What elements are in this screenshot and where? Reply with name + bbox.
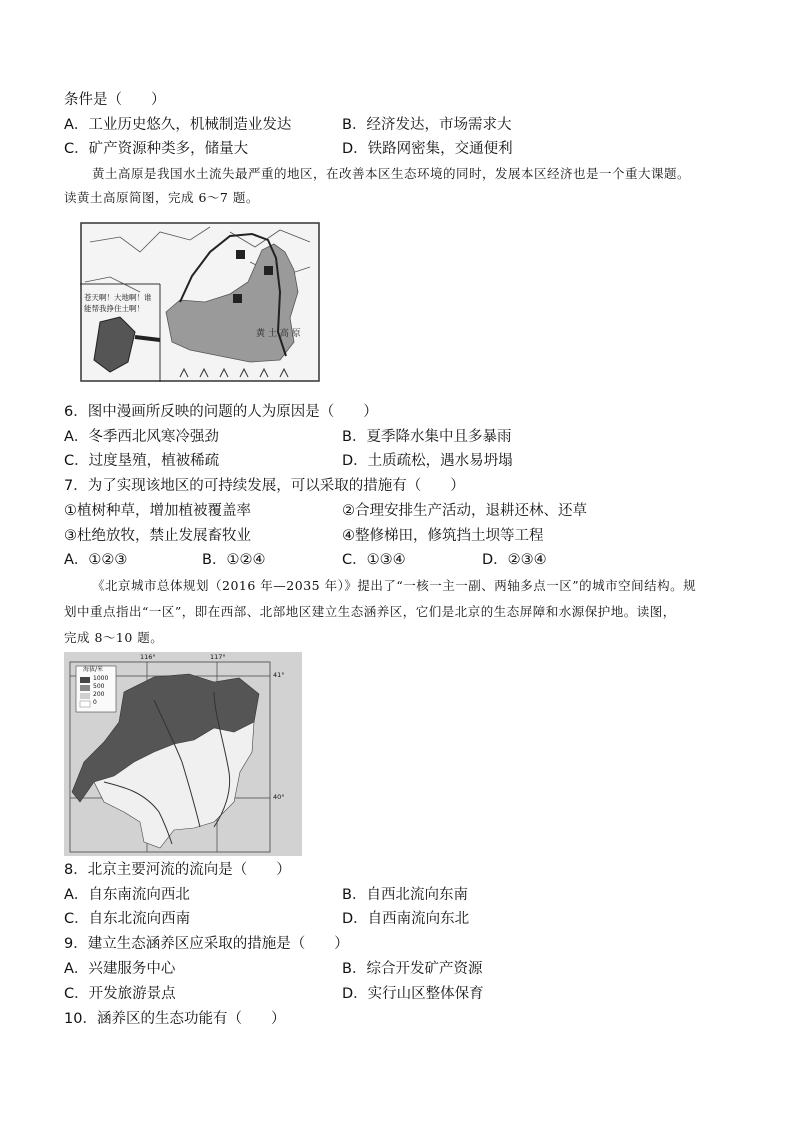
q5-option-c: C．矿产资源种类多，储量大: [64, 141, 249, 157]
intro1-line2: 读黄土高原简图，完成 6～7 题。: [64, 190, 259, 205]
q8-stem: 8．北京主要河流的流向是（ ）: [64, 862, 291, 878]
q7-option-c: C．①③④: [342, 552, 406, 568]
q7-stem: 7．为了实现该地区的可持续发展，可以采取的措施有（ ）: [64, 478, 465, 494]
q9-option-c: C．开发旅游景点: [64, 986, 176, 1002]
q7-item-1: ①植树种草，增加植被覆盖率: [64, 503, 251, 519]
legend-200: 200: [93, 691, 105, 698]
legend-title: 海拔/米: [83, 666, 104, 673]
loess-plateau-map: [80, 222, 320, 382]
q5-option-d: D．铁路网密集，交通便利: [342, 141, 513, 157]
q7-option-a: A．①②③: [64, 552, 128, 568]
beijing-terrain-map: [64, 652, 302, 856]
q6-option-d: D．土质疏松，遇水易坍塌: [342, 453, 513, 469]
q5-option-a: A．工业历史悠久，机械制造业发达: [64, 117, 292, 133]
q7-option-d: D．②③④: [482, 552, 547, 568]
latitude-40: 40°: [273, 793, 285, 801]
q6-option-c: C．过度垦殖，植被稀疏: [64, 453, 220, 469]
intro2-line1: 《北京城市总体规划（2016 年—2035 年）》提出了“一核一主一副、两轴多点一区”的城市空间结构。规: [92, 578, 697, 593]
q8-option-b: B．自西北流向东南: [342, 887, 468, 903]
q9-option-b: B．综合开发矿产资源: [342, 961, 483, 977]
q6-option-a: A．冬季西北风寒冷强劲: [64, 429, 219, 445]
cartoon-text-1: 苍天啊！大地啊！谁: [84, 293, 152, 302]
q8-option-d: D．自西南流向东北: [342, 911, 470, 927]
longitude-116: 116°: [140, 653, 156, 661]
q9-stem: 9．建立生态涵养区应采取的措施是（ ）: [64, 936, 349, 952]
q8-option-a: A．自东南流向西北: [64, 887, 190, 903]
cartoon-speech-bubble: [84, 292, 152, 314]
q7-option-b: B．①②④: [202, 552, 266, 568]
legend-500: 500: [93, 683, 105, 690]
q8-option-c: C．自东北流向西南: [64, 911, 191, 927]
legend-1000: 1000: [93, 675, 109, 682]
cartoon-text-2: 能帮我挣住土啊！: [84, 304, 144, 313]
latitude-41: 41°: [273, 671, 285, 679]
q10-stem: 10．涵养区的生态功能有（ ）: [64, 1011, 286, 1027]
legend-0: 0: [93, 699, 97, 706]
q6-stem: 6．图中漫画所反映的问题的人为原因是（ ）: [64, 404, 378, 420]
q9-option-a: A．兴建服务中心: [64, 961, 176, 977]
q5-stem-end: 条件是（ ）: [64, 92, 166, 108]
intro1-line1: 黄土高原是我国水土流失最严重的地区，在改善本区生态环境的同时，发展本区经济也是一个重大课题。: [92, 166, 691, 181]
intro2-line3: 完成 8～10 题。: [64, 630, 164, 645]
q7-item-3: ③杜绝放牧，禁止发展畜牧业: [64, 528, 251, 544]
q5-option-b: B．经济发达，市场需求大: [342, 117, 512, 133]
q6-option-b: B．夏季降水集中且多暴雨: [342, 429, 512, 445]
q7-item-2: ②合理安排生产活动，退耕还林、还草: [342, 503, 587, 519]
intro2-line2: 划中重点指出“一区”，即在西部、北部地区建立生态涵养区，它们是北京的生态屏障和水源保护地。读图，: [64, 604, 676, 619]
q9-option-d: D．实行山区整体保育: [342, 986, 484, 1002]
q7-item-4: ④整修梯田，修筑挡土坝等工程: [342, 528, 544, 544]
region-label: 黄 土 高 原: [256, 329, 301, 339]
longitude-117: 117°: [210, 653, 226, 661]
